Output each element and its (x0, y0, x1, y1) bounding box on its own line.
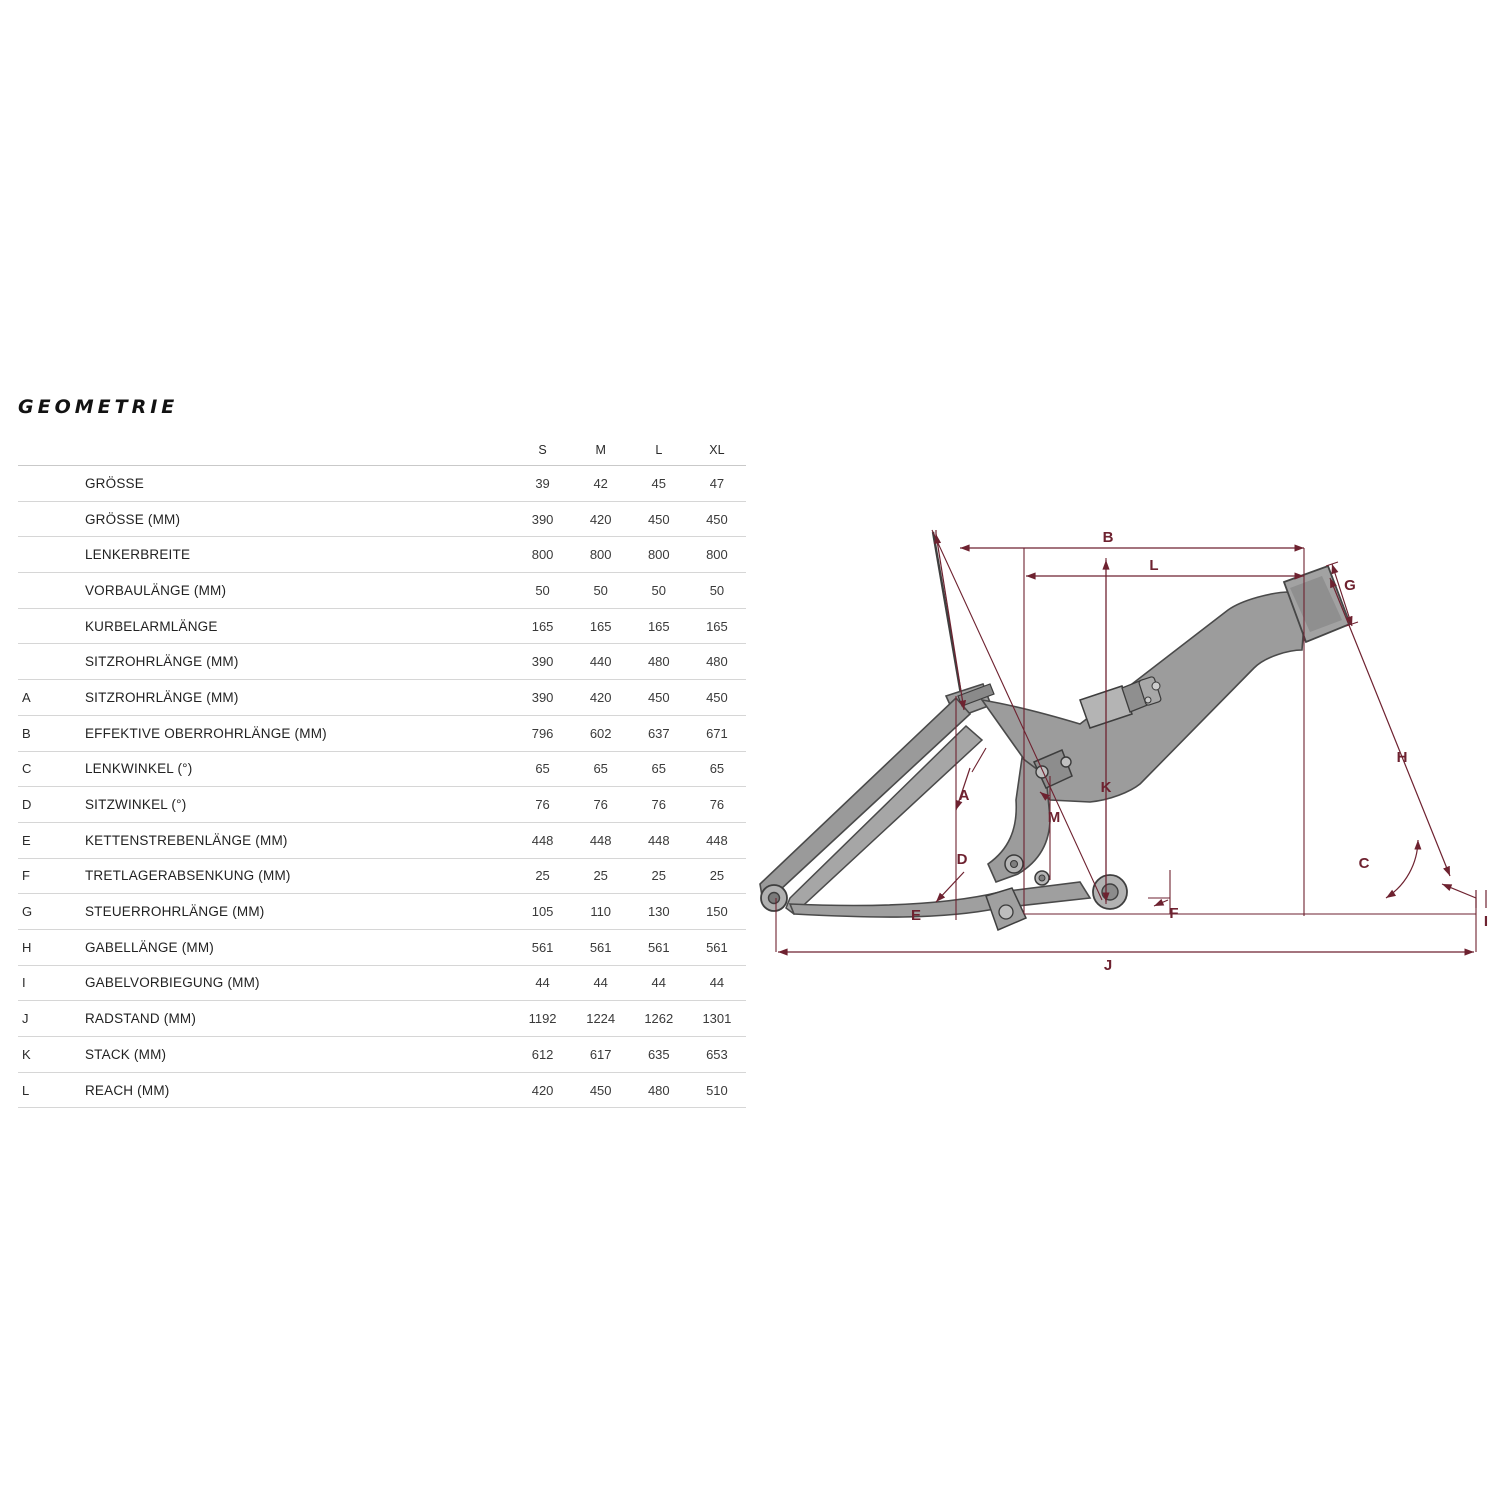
row-value-xl: 450 (688, 680, 746, 716)
row-value-m: 25 (572, 858, 630, 894)
row-value-s: 50 (514, 573, 572, 609)
table-row (18, 894, 746, 930)
row-value-m: 561 (572, 929, 630, 965)
row-value-l: 480 (630, 644, 688, 680)
row-value-l: 44 (630, 965, 688, 1001)
row-value-s: 165 (514, 608, 572, 644)
header-size-l: L (630, 435, 688, 466)
table-row (18, 1037, 746, 1073)
row-value-m: 420 (572, 680, 630, 716)
row-key: A (18, 680, 69, 716)
row-value-m: 42 (572, 466, 630, 502)
row-key: L (18, 1072, 69, 1108)
table-row (18, 644, 746, 680)
label-L: L (1149, 557, 1159, 574)
row-value-m: 50 (572, 573, 630, 609)
row-value-s: 44 (514, 965, 572, 1001)
row-value-s: 390 (514, 501, 572, 537)
row-value-l: 76 (630, 787, 688, 823)
row-value-s: 800 (514, 537, 572, 573)
row-value-m: 440 (572, 644, 630, 680)
row-value-l: 45 (630, 466, 688, 502)
row-label: RADSTAND (MM) (69, 1001, 514, 1037)
row-value-s: 76 (514, 787, 572, 823)
header-key-cell (18, 435, 69, 466)
row-value-xl: 800 (688, 537, 746, 573)
row-value-m: 448 (572, 822, 630, 858)
row-value-l: 561 (630, 929, 688, 965)
row-key (18, 644, 69, 680)
row-value-l: 450 (630, 680, 688, 716)
row-value-m: 76 (572, 787, 630, 823)
row-value-xl: 47 (688, 466, 746, 502)
row-key (18, 537, 69, 573)
row-value-m: 65 (572, 751, 630, 787)
row-value-s: 796 (514, 715, 572, 751)
header-label-cell (69, 435, 514, 466)
header-size-s: S (514, 435, 572, 466)
row-key: K (18, 1037, 69, 1073)
row-key: B (18, 715, 69, 751)
row-value-s: 39 (514, 466, 572, 502)
row-label: SITZROHRLÄNGE (MM) (69, 680, 514, 716)
label-J: J (1103, 957, 1113, 974)
table-row (18, 822, 746, 858)
table-row (18, 573, 746, 609)
row-key: F (18, 858, 69, 894)
row-value-xl: 450 (688, 501, 746, 537)
table-row (18, 965, 746, 1001)
row-label: TRETLAGERABSENKUNG (MM) (69, 858, 514, 894)
label-F: F (1169, 905, 1179, 922)
label-B: B (1102, 529, 1114, 546)
row-value-xl: 671 (688, 715, 746, 751)
row-label: EFFEKTIVE OBERROHRLÄNGE (MM) (69, 715, 514, 751)
row-value-m: 800 (572, 537, 630, 573)
row-value-xl: 1301 (688, 1001, 746, 1037)
row-value-xl: 165 (688, 608, 746, 644)
label-M: M (1047, 809, 1061, 826)
label-D: D (956, 851, 968, 868)
row-value-s: 105 (514, 894, 572, 930)
row-value-l: 635 (630, 1037, 688, 1073)
row-value-xl: 480 (688, 644, 746, 680)
table-row (18, 466, 746, 502)
row-label: SITZWINKEL (°) (69, 787, 514, 823)
row-label: LENKERBREITE (69, 537, 514, 573)
row-label: SITZROHRLÄNGE (MM) (69, 644, 514, 680)
row-value-l: 130 (630, 894, 688, 930)
row-key: H (18, 929, 69, 965)
header-size-m: M (572, 435, 630, 466)
row-value-m: 165 (572, 608, 630, 644)
row-label: GABELLÄNGE (MM) (69, 929, 514, 965)
row-key (18, 608, 69, 644)
row-value-xl: 25 (688, 858, 746, 894)
row-value-l: 637 (630, 715, 688, 751)
geometry-table (18, 435, 746, 1108)
row-value-xl: 65 (688, 751, 746, 787)
table-row (18, 680, 746, 716)
row-value-xl: 150 (688, 894, 746, 930)
row-value-m: 602 (572, 715, 630, 751)
row-value-l: 800 (630, 537, 688, 573)
row-label: GRÖSSE (69, 466, 514, 502)
row-key: J (18, 1001, 69, 1037)
row-label: STEUERROHRLÄNGE (MM) (69, 894, 514, 930)
page-title: GEOMETRIE (18, 396, 179, 418)
label-A: A (958, 787, 970, 804)
row-label: LENKWINKEL (°) (69, 751, 514, 787)
table-row (18, 787, 746, 823)
row-value-l: 448 (630, 822, 688, 858)
label-I: I (1483, 913, 1489, 930)
row-value-l: 65 (630, 751, 688, 787)
row-label: KETTENSTREBENLÄNGE (MM) (69, 822, 514, 858)
row-key: I (18, 965, 69, 1001)
row-key (18, 501, 69, 537)
table-row (18, 501, 746, 537)
row-key: D (18, 787, 69, 823)
row-label: REACH (MM) (69, 1072, 514, 1108)
row-value-m: 44 (572, 965, 630, 1001)
label-E: E (910, 907, 922, 924)
row-value-xl: 448 (688, 822, 746, 858)
row-value-l: 480 (630, 1072, 688, 1108)
label-H: H (1396, 749, 1408, 766)
row-value-l: 25 (630, 858, 688, 894)
row-value-xl: 510 (688, 1072, 746, 1108)
row-label: VORBAULÄNGE (MM) (69, 573, 514, 609)
row-key (18, 466, 69, 502)
row-value-s: 25 (514, 858, 572, 894)
row-value-xl: 561 (688, 929, 746, 965)
row-key: E (18, 822, 69, 858)
table-body (18, 435, 746, 1108)
row-value-l: 450 (630, 501, 688, 537)
row-value-xl: 50 (688, 573, 746, 609)
row-value-xl: 44 (688, 965, 746, 1001)
row-label: GABELVORBIEGUNG (MM) (69, 965, 514, 1001)
table-row (18, 751, 746, 787)
row-value-s: 390 (514, 644, 572, 680)
bike-frame-geometry-diagram (750, 500, 1490, 1000)
row-value-l: 50 (630, 573, 688, 609)
table-row (18, 1001, 746, 1037)
row-key: C (18, 751, 69, 787)
row-value-m: 420 (572, 501, 630, 537)
row-value-m: 450 (572, 1072, 630, 1108)
row-value-m: 110 (572, 894, 630, 930)
label-K: K (1100, 779, 1112, 796)
row-value-m: 1224 (572, 1001, 630, 1037)
label-G: G (1344, 577, 1356, 594)
row-value-s: 390 (514, 680, 572, 716)
row-value-s: 1192 (514, 1001, 572, 1037)
row-key (18, 573, 69, 609)
row-value-s: 561 (514, 929, 572, 965)
row-value-l: 1262 (630, 1001, 688, 1037)
table-row (18, 537, 746, 573)
label-C: C (1358, 855, 1370, 872)
row-label: KURBELARMLÄNGE (69, 608, 514, 644)
frame-illustration (760, 532, 1350, 930)
row-value-xl: 76 (688, 787, 746, 823)
row-key: G (18, 894, 69, 930)
header-size-xl: XL (688, 435, 746, 466)
row-value-l: 165 (630, 608, 688, 644)
row-value-s: 65 (514, 751, 572, 787)
table-row (18, 608, 746, 644)
row-value-s: 612 (514, 1037, 572, 1073)
row-label: STACK (MM) (69, 1037, 514, 1073)
row-value-m: 617 (572, 1037, 630, 1073)
table-row (18, 929, 746, 965)
table-header-row (18, 435, 746, 466)
table-row (18, 715, 746, 751)
table-row (18, 858, 746, 894)
row-value-xl: 653 (688, 1037, 746, 1073)
row-value-s: 420 (514, 1072, 572, 1108)
row-value-s: 448 (514, 822, 572, 858)
table-row (18, 1072, 746, 1108)
row-label: GRÖSSE (MM) (69, 501, 514, 537)
